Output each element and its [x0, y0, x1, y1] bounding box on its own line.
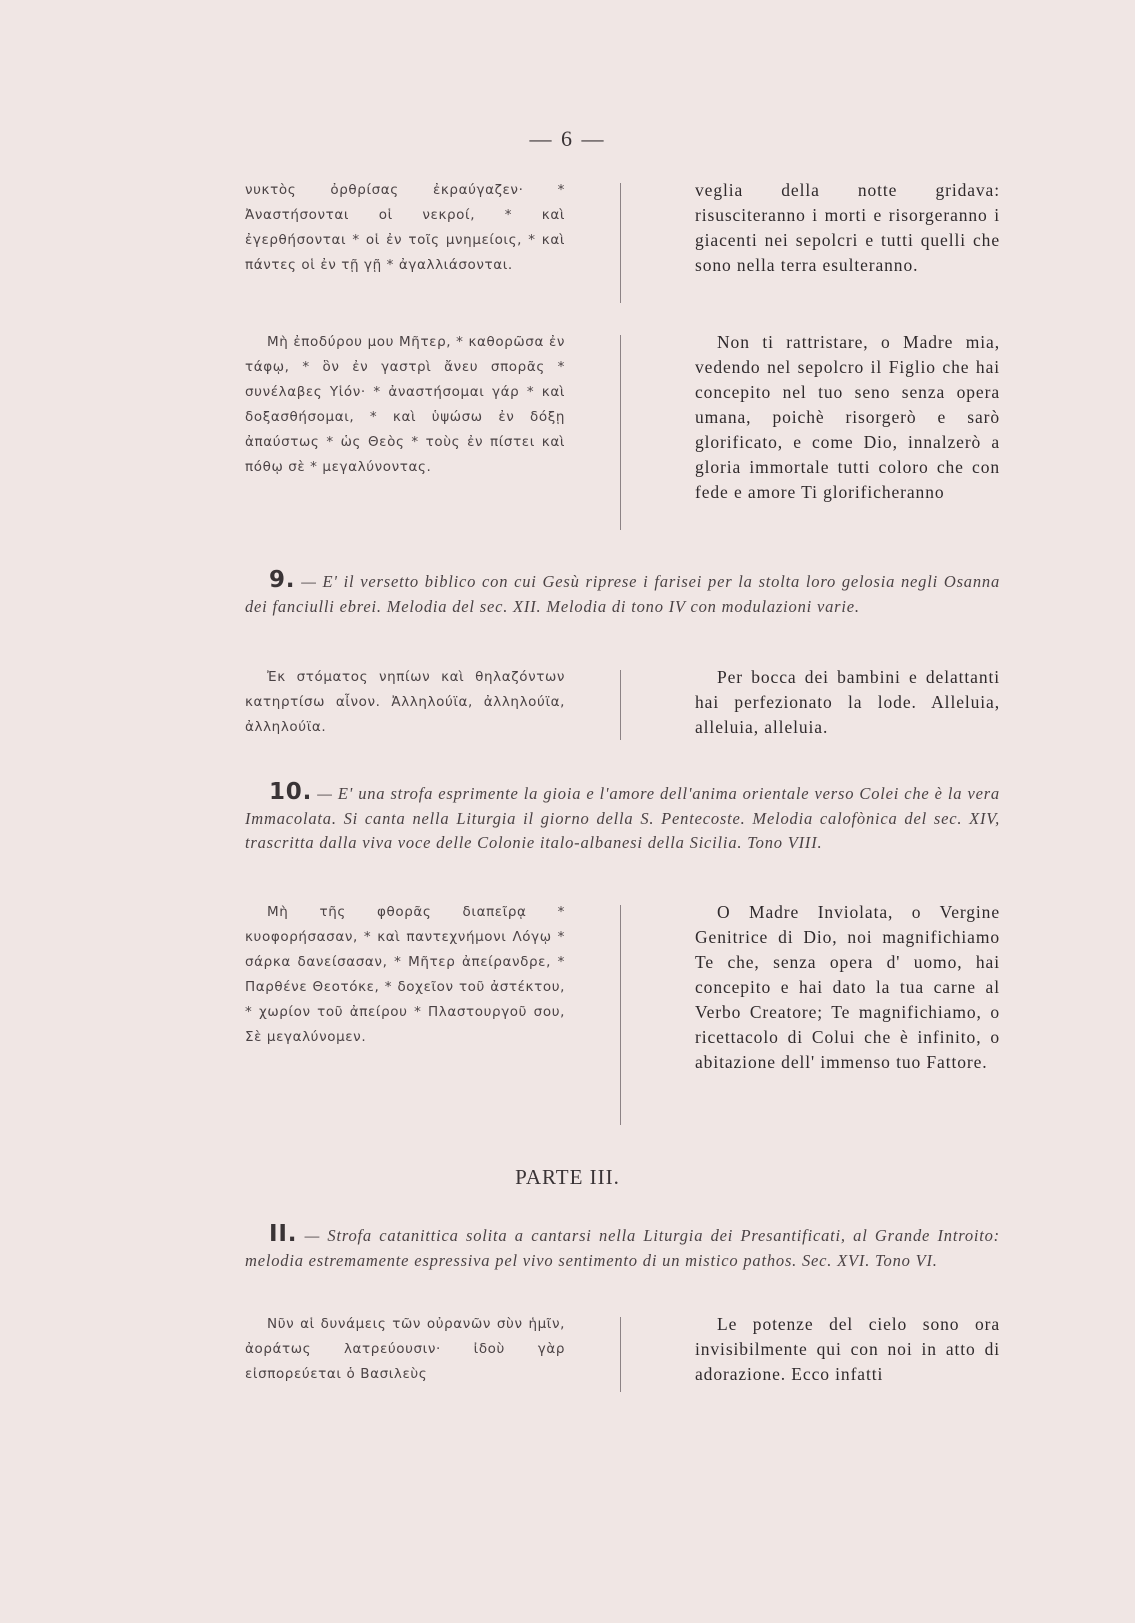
- italian-text: veglia della notte gridava: risusciteranno i morti e risorgeranno i giacenti nei sepolcri e tutti quelli che sono nella terra esulteranno.: [695, 180, 1000, 275]
- greek-text: Ἐκ στόματος νηπίων καὶ θηλαζόντων κατηρτίσω αἶνον. Ἀλληλούϊα, ἀλληλούϊα, ἀλληλούϊα.: [245, 669, 565, 735]
- greek-text: Μὴ ἐποδύρου μου Μῆτερ, * καθορῶσα ἐν τάφῳ, * ὃν ἐν γαστρὶ ἄνευ σπορᾶς * συνέλαβες Υἱόν· * ἀναστήσομαι γάρ * καὶ δοξασθήσομαι, * καὶ ὑψώσω ἐν δόξῃ ἀπαύστως * ὡς Θεὸς * τοὺς ἐν πίστει καὶ πόθῳ σὲ * μεγαλύνοντας.: [245, 334, 565, 475]
- column-divider: [620, 905, 621, 1125]
- section-description: — Strofa catanittica solita a cantarsi nella Liturgia dei Presantificati, al Grande Introito: melodia estremamente espressiva pel vivo sentimento di un mistico pathos. Sec. XVI. Tono VI.: [245, 1226, 1000, 1270]
- italian-text: Non ti rattristare, o Madre mia, vedendo nel sepolcro il Figlio che hai concepito nel tuo seno senza opera umana, poichè risorgerò e sarò glorificato, e come Dio, innalzerò a gloria immortale tutti coloro che con fede e amore Ti glorificheranno: [695, 332, 1000, 502]
- page-number: — 6 —: [529, 126, 606, 151]
- section-10-heading: [245, 780, 1000, 856]
- italian-text: O Madre Inviolata, o Vergine Genitrice di Dio, noi magnifichiamo Te che, senza opera d' uomo, hai concepito e hai dato la tua carne al Verbo Creatore; Te magnifichiamo, o ricettacolo di Colui che è infinito, o abitazione dell' immenso tuo Fattore.: [695, 902, 1000, 1072]
- part-title: PARTE III.: [515, 1165, 620, 1189]
- column-divider: [620, 1317, 621, 1392]
- greek-text: Μὴ τῆς φθορᾶς διαπεῖρᾳ * κυοφορήσασαν, * καὶ παντεχνήμονι Λόγῳ * σάρκα δανείσασαν, * Μῆτερ ἀπείρανδρε, * Παρθένε Θεοτόκε, * δοχεῖον τοῦ ἀστέκτου, * χωρίον τοῦ ἀπείρου * Πλαστουργοῦ σου, Σὲ μεγαλύνομεν.: [245, 904, 565, 1045]
- section-description: — E' una strofa esprimente la gioia e l'amore dell'anima orientale verso Colei che è la vera Immacolata. Si canta nella Liturgia il giorno della S. Pentecoste. Melodia calofònica del sec. XIV, trascritta dalla viva voce delle Colonie italo-albanesi della Sicilia. Tono VIII.: [245, 784, 1000, 852]
- section-number: II.: [269, 1221, 298, 1247]
- italian-text: Per bocca dei bambini e delattanti hai perfezionato la lode. Alleluia, alleluia, alleluia.: [695, 667, 1000, 737]
- column-divider: [620, 670, 621, 740]
- section-9-heading: [245, 568, 1000, 619]
- section-number: 10.: [269, 779, 313, 805]
- section-11-heading: [245, 1222, 1000, 1273]
- greek-text: Νῦν αἱ δυνάμεις τῶν οὐρανῶν σὺν ἡμῖν, ἀοράτως λατρεύουσιν· ἰδοὺ γὰρ εἰσπορεύεται ὁ Βασιλεὺς: [245, 1316, 565, 1382]
- column-divider: [620, 183, 621, 303]
- greek-text: νυκτὸς ὀρθρίσας ἐκραύγαζεν· * Ἀναστήσονται οἱ νεκροί, * καὶ ἐγερθήσονται * οἱ ἐν τοῖς μνημείοις, * καὶ πάντες οἱ ἐν τῇ γῇ * ἀγαλλιάσονται.: [245, 182, 565, 273]
- section-description: — E' il versetto biblico con cui Gesù riprese i farisei per la stolta loro gelosia negli Osanna dei fanciulli ebrei. Melodia del sec. XII. Melodia di tono IV con modulazioni varie.: [245, 572, 1000, 616]
- italian-text: Le potenze del cielo sono ora invisibilmente qui con noi in atto di adorazione. Ecco infatti: [695, 1314, 1000, 1384]
- column-divider: [620, 335, 621, 530]
- section-number: 9.: [269, 567, 296, 593]
